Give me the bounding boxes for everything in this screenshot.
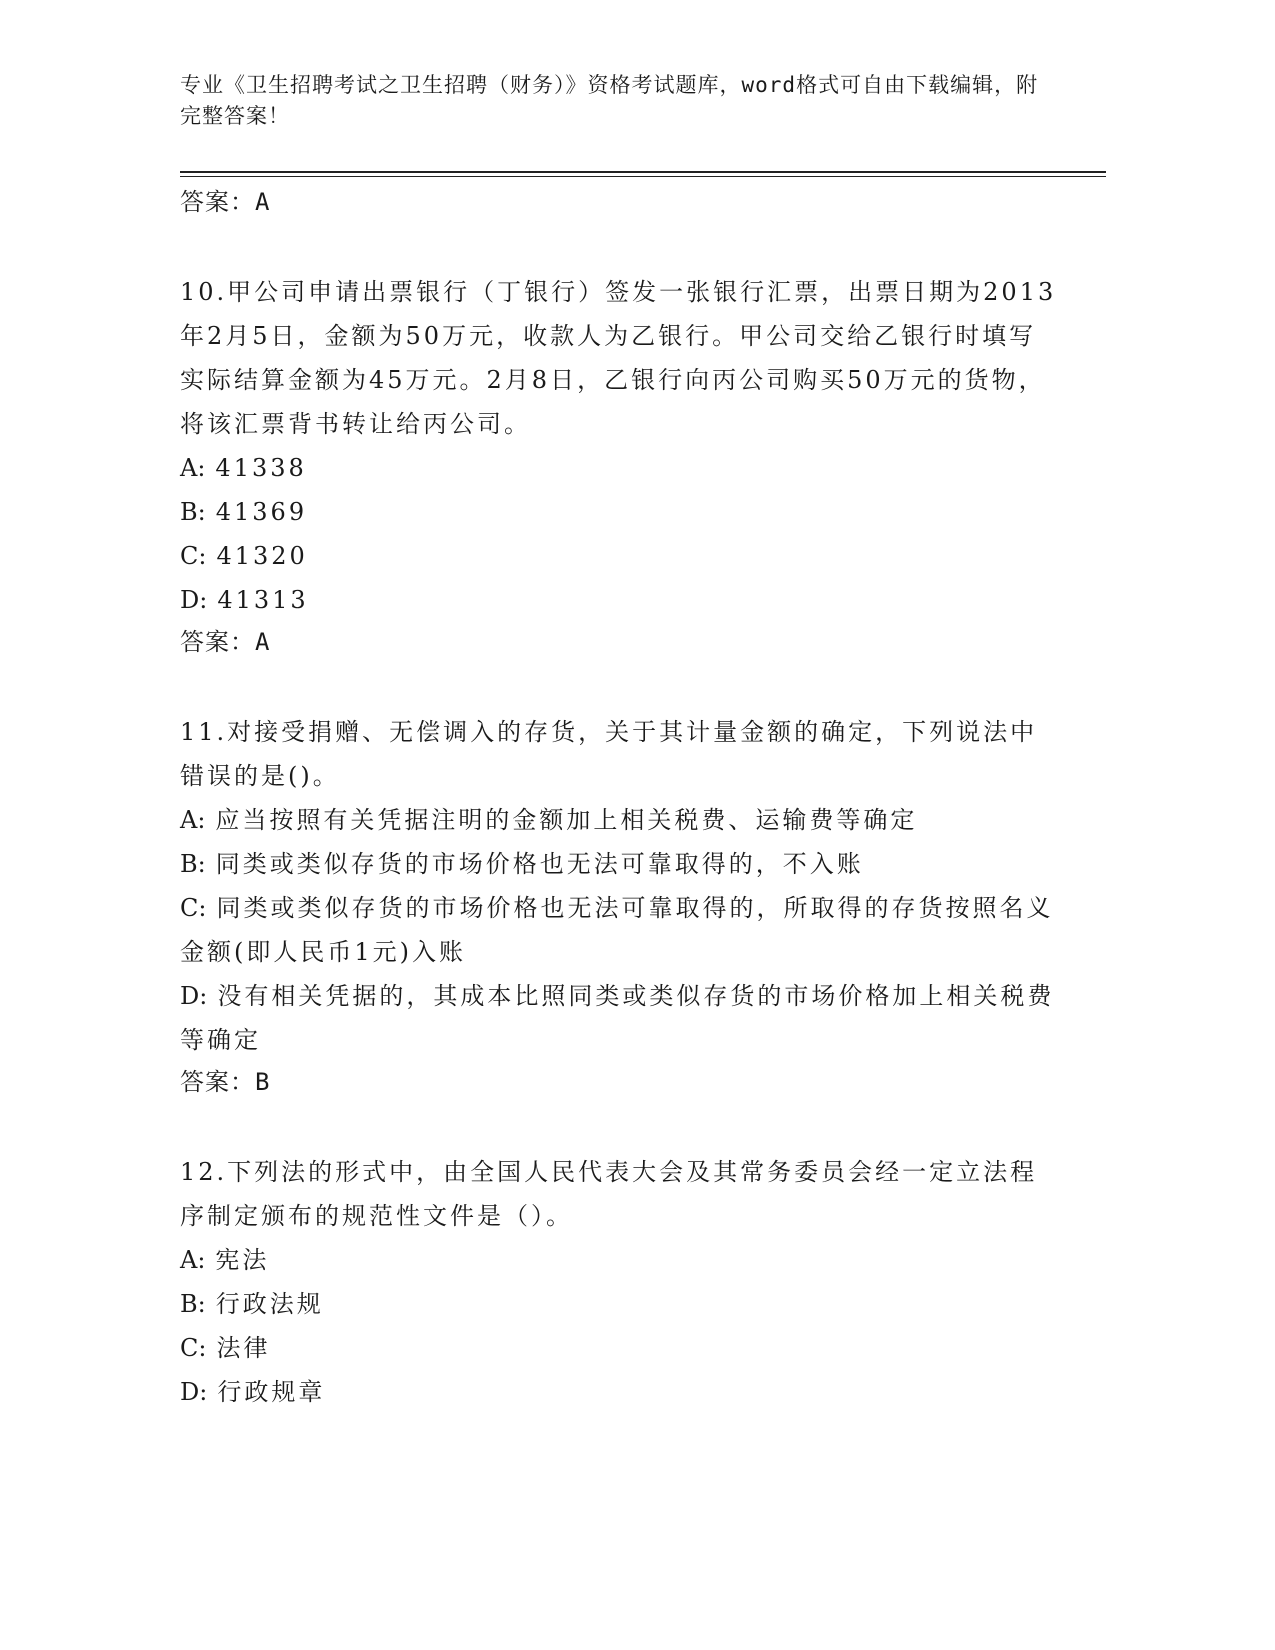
option-letter: A: <box>180 454 206 482</box>
option-text: 41320 <box>216 542 308 570</box>
option-text: 同类或类似存货的市场价格也无法可靠取得的，不入账 <box>215 850 864 878</box>
question-stem: 10.甲公司申请出票银行（丁银行）签发一张银行汇票，出票日期为2013年2月5日，金额为50万元，收款人为乙银行。甲公司交给乙银行时填写实际结算金额为45万元。2月8日，乙银行向丙公司购买50万元的货物，将该汇票背书转让给丙公司。 <box>180 278 1057 438</box>
option-letter: B: <box>180 850 206 878</box>
option-c <box>180 1326 1060 1370</box>
option-letter: D: <box>180 982 208 1010</box>
option-text: 同类或类似存货的市场价格也无法可靠取得的，所取得的存货按照名义金额(即人民币1元)入账 <box>180 894 1054 966</box>
option-a <box>180 798 1060 842</box>
option-text: 应当按照有关凭据注明的金额加上相关税费、运输费等确定 <box>215 806 918 834</box>
question-12 <box>180 1150 1060 1414</box>
option-letter: B: <box>180 498 206 526</box>
previous-answer: 答案：A <box>180 188 271 216</box>
option-text: 行政法规 <box>215 1290 324 1318</box>
question-stem: 11.对接受捐赠、无偿调入的存货，关于其计量金额的确定，下列说法中错误的是()。 <box>180 718 1038 790</box>
option-text: 41338 <box>215 454 307 482</box>
option-text: 41369 <box>215 498 308 526</box>
option-letter: D: <box>180 586 208 614</box>
option-b <box>180 1282 1060 1326</box>
option-letter: C: <box>180 894 207 922</box>
option-a <box>180 1238 1060 1282</box>
question-list <box>180 182 1060 1414</box>
answer-label: 答案：A <box>180 628 271 656</box>
option-text: 法律 <box>216 1334 271 1362</box>
option-b <box>180 842 1060 886</box>
document-header: 专业《卫生招聘考试之卫生招聘（财务）》资格考试题库，word格式可自由下载编辑，附完整答案！ <box>180 73 1039 128</box>
option-letter: C: <box>180 1334 207 1362</box>
option-text: 宪法 <box>215 1246 270 1274</box>
option-a <box>180 446 1060 490</box>
option-d <box>180 578 1060 622</box>
option-text: 41313 <box>217 586 309 614</box>
option-letter: D: <box>180 1378 208 1406</box>
option-letter: C: <box>180 542 207 570</box>
option-text: 行政规章 <box>217 1378 326 1406</box>
option-letter: A: <box>180 806 206 834</box>
option-d <box>180 1370 1060 1414</box>
question-10 <box>180 270 1060 662</box>
header-divider-thin <box>180 176 1106 177</box>
option-letter: A: <box>180 1246 206 1274</box>
question-stem: 12.下列法的形式中，由全国人民代表大会及其常务委员会经一定立法程序制定颁布的规范性文件是（）。 <box>180 1158 1038 1230</box>
option-letter: B: <box>180 1290 206 1318</box>
option-c <box>180 886 1060 974</box>
option-d <box>180 974 1060 1062</box>
option-b <box>180 490 1060 534</box>
header-divider-thick <box>180 171 1106 173</box>
option-c <box>180 534 1060 578</box>
option-text: 没有相关凭据的，其成本比照同类或类似存货的市场价格加上相关税费等确定 <box>180 982 1055 1054</box>
question-11 <box>180 710 1060 1102</box>
answer-label: 答案：B <box>180 1068 271 1096</box>
